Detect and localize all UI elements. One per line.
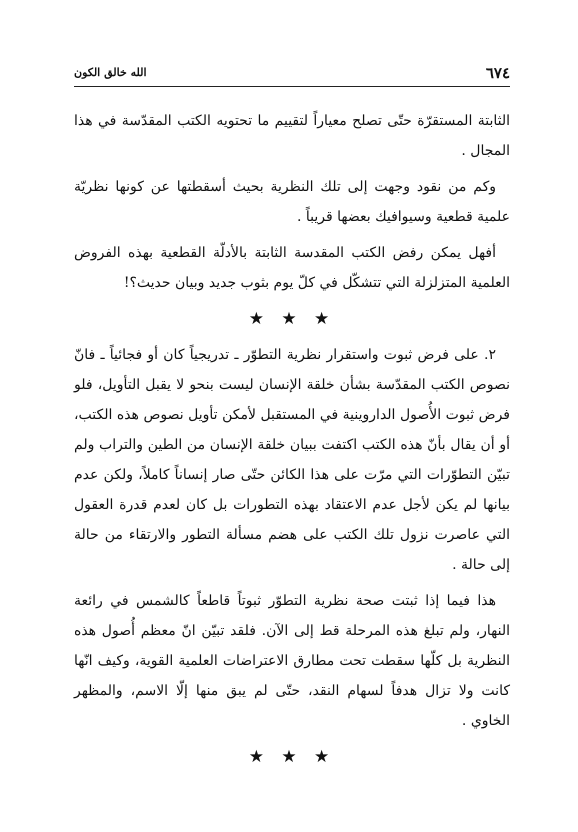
paragraph-1: الثابتة المستقرّة حتّى تصلح معياراً لتقييم ما تحتويه الكتب المقدّسة في هذا المجال . bbox=[74, 113, 510, 159]
section-separator-stars: ★ ★ ★ bbox=[248, 309, 336, 329]
running-title: الله خالق الكون bbox=[74, 66, 147, 79]
paragraph-4: ٢. على فرض ثبوت واستقرار نظرية التطوّر ـ تدريجياً كان أو فجائياً ـ فانّ نصوص الكتب المقدّسة بشأن خلقة الإنسان ليست بنحو لا يقبل التأويل، فلو فرض ثبوت الأُصول الداروينية في المستقبل لأمكن تأويل نصوص هذه الكتب، أو أن يقال بأنّ هذه الكتب اكتفت ببيان خلقة الإنسان من الطين والتراب ولم تبيّن التطوّرات التي مرّت على هذا الكائن حتّى صار إنساناً كاملاً، ولكن عدم بيانها لم يكن لأجل عدم الاعتقاد بهذه التطورات بل كان لعدم قدرة العقول التي عاصرت نزول تلك الكتب على هضم مسألة التطور والارتقاء من حالة إلى حالة . bbox=[74, 347, 510, 573]
paragraph-2: وكم من نقود وجهت إلى تلك النظرية بحيث أسقطتها عن كونها نظريّة علمية قطعية وسيوافيك بعضها قريباً . bbox=[74, 179, 510, 225]
header-rule bbox=[74, 86, 510, 87]
page-number: ٦٧٤ bbox=[485, 64, 510, 82]
page-body bbox=[74, 106, 510, 778]
paragraph-5: هذا فيما إذا ثبتت صحة نظرية التطوّر ثبوتاً قاطعاً كالشمس في رائعة النهار، ولم تبلغ هذه المرحلة قط إلى الآن. فلقد تبيّن انّ معظم أُصول هذه النظرية بل كلّها سقطت تحت مطارق الاعتراضات العلمية القوية، وكيف انّها كانت ولا تزال هدفاً لسهام النقد، حتّى لم يبق منها إلّا الاسم، والمظهر الخاوي . bbox=[74, 593, 510, 729]
page-header bbox=[74, 46, 510, 86]
paragraph-3: أفهل يمكن رفض الكتب المقدسة الثابتة بالأدلّة القطعية بهذه الفروض العلمية المتزلزلة التي تتشكّل في كلّ يوم بثوب جديد وبيان حديث؟! bbox=[74, 245, 510, 291]
end-separator-stars: ★ ★ ★ bbox=[248, 747, 336, 767]
